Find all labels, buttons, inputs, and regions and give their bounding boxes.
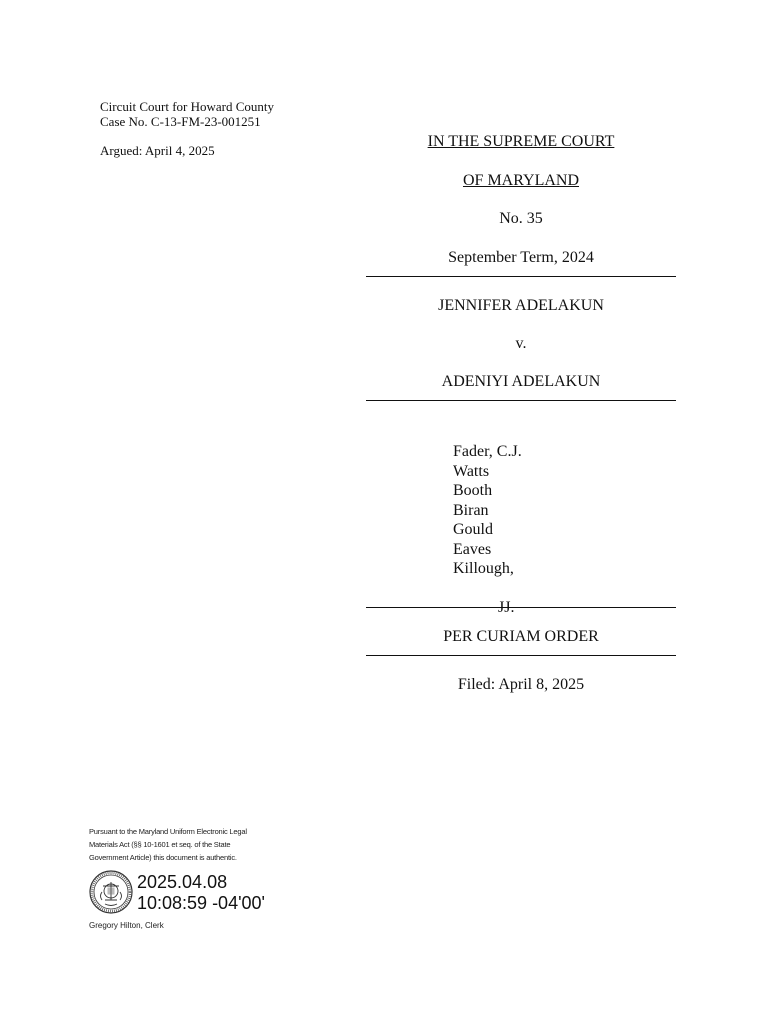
stamp-datetime (137, 872, 265, 914)
case-no: No. 35 (499, 210, 543, 227)
court-name-line2: OF MARYLAND (462, 172, 579, 189)
judges-list (453, 442, 522, 617)
auth-line: Pursuant to the Maryland Uniform Electronic Legal (89, 827, 247, 836)
authentication-text (89, 825, 279, 864)
judge-name: Fader, C.J. (453, 443, 522, 460)
maryland-seal-icon (89, 870, 133, 914)
divider (366, 655, 676, 656)
order-title: PER CURIAM ORDER (443, 628, 599, 645)
judge-name: Watts (453, 462, 490, 480)
auth-line: Materials Act (§§ 10-1601 et seq. of the State (89, 840, 231, 849)
stamp-time: 10:08:59 -04'00' (137, 893, 265, 913)
lower-court: Circuit Court for Howard County (100, 99, 275, 114)
appellant-name: JENNIFER ADELAKUN (438, 297, 604, 314)
filed-date: Filed: April 8, 2025 (457, 676, 585, 693)
case-header (100, 99, 274, 158)
judge-name: Biran (453, 501, 489, 519)
court-name-line1: IN THE SUPREME COURT (427, 133, 615, 150)
judges-suffix: JJ. (498, 598, 515, 616)
versus: v. (515, 335, 527, 352)
judge-name: Eaves (453, 540, 492, 558)
authentication-block (89, 825, 279, 930)
signature-stamp (89, 870, 279, 916)
stamp-date: 2025.04.08 (137, 872, 228, 892)
divider (366, 276, 676, 277)
clerk-name: Gregory Hilton, Clerk (89, 921, 164, 930)
judge-name: Booth (453, 482, 493, 499)
judge-name: Gould (453, 521, 493, 538)
appellee-name: ADENIYI ADELAKUN (441, 373, 601, 390)
case-number: Case No. C-13-FM-23-001251 (100, 114, 261, 129)
argued-date: Argued: April 4, 2025 (100, 143, 215, 158)
judge-name: Killough, (453, 560, 514, 577)
term: September Term, 2024 (448, 249, 594, 266)
auth-line: Government Article) this document is authentic. (89, 853, 237, 862)
